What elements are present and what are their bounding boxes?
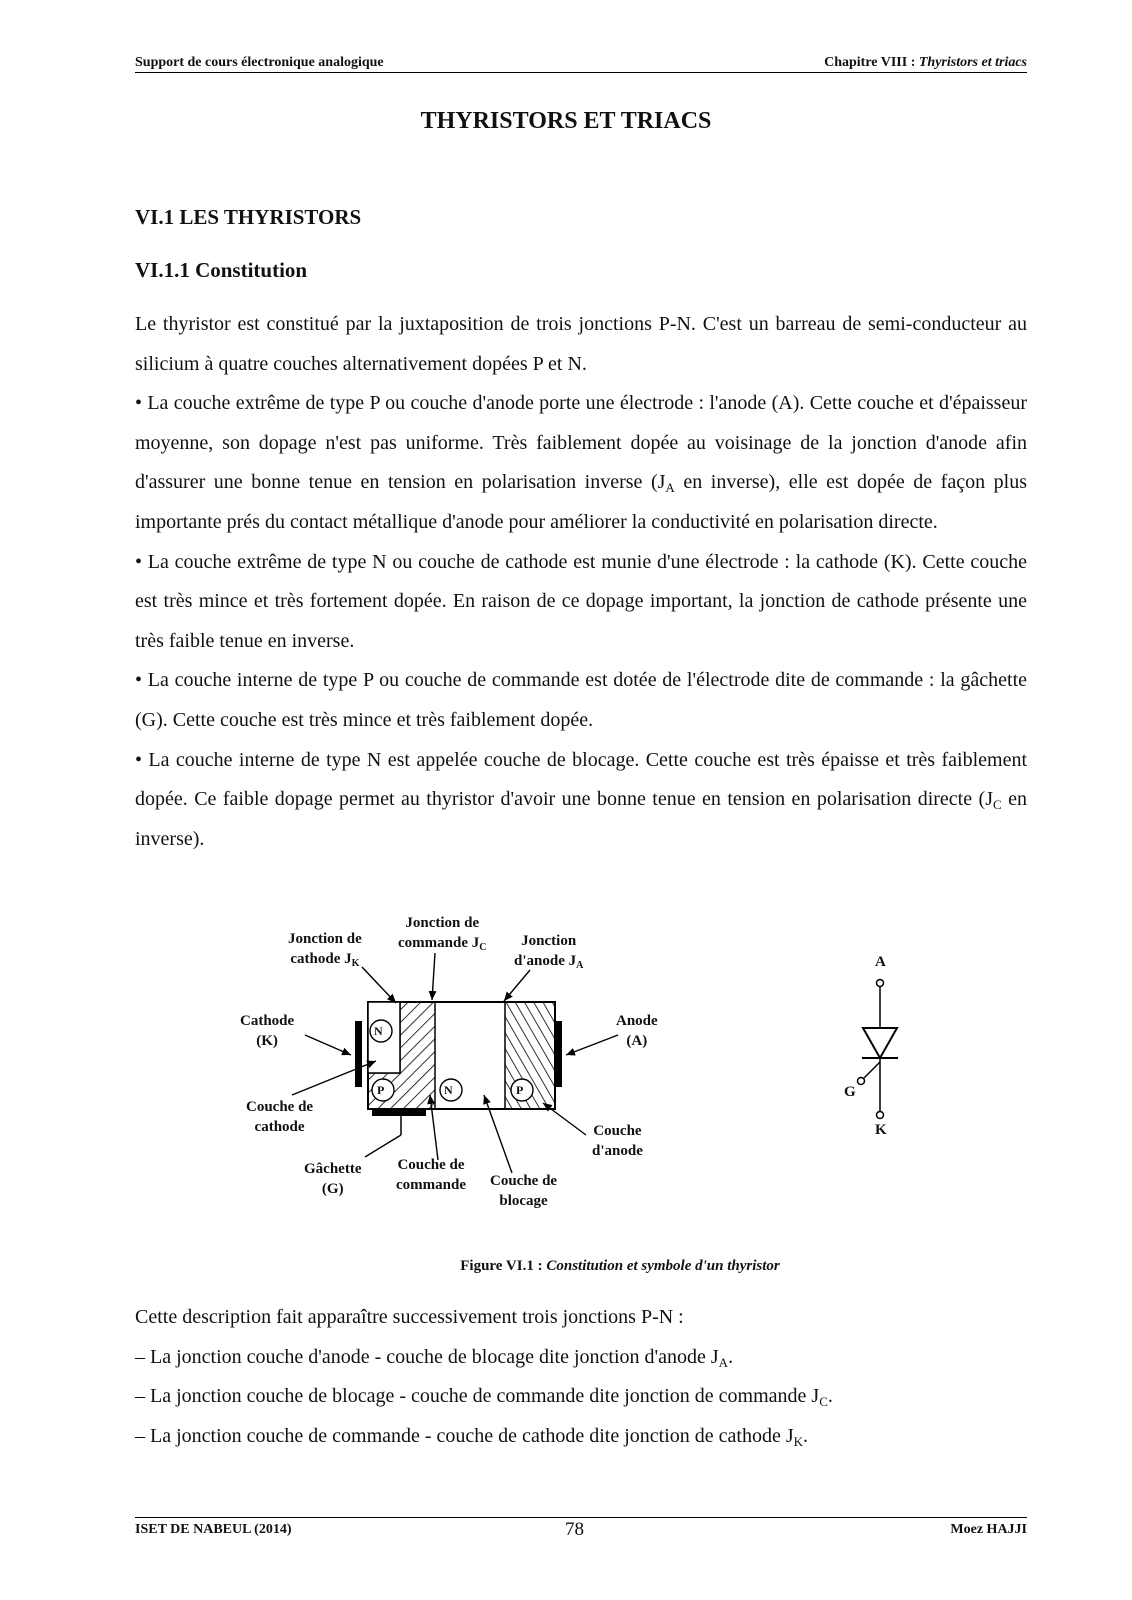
section-heading: VI.1 LES THYRISTORS (135, 205, 362, 229)
thyristor-symbol (840, 954, 920, 1160)
thyristor-constitution-diagram (230, 915, 850, 1220)
anode-electrode (555, 1021, 562, 1087)
body-text (135, 305, 1027, 859)
bullet-gate: • La couche interne de type P ou couche de commande est dotée de l'électrode dite de commande : la gâchette (G). Cette couche est très mince et très faiblement dopée. (135, 669, 1027, 731)
gate-electrode (372, 1109, 426, 1116)
layer-label-n1: N (374, 1024, 383, 1038)
label-cathode: Cathode (K) (240, 1013, 295, 1049)
footer-institution: ISET DE NABEUL (2014) (135, 1522, 292, 1537)
page-title: THYRISTORS ET TRIACS (420, 108, 712, 134)
figure-caption (0, 1258, 1132, 1275)
page-header (135, 54, 1027, 73)
bullet-anode: • La couche extrême de type P ou couche d'anode porte une électrode : l'anode (A). Cette couche et d'épaisseur moyenne, son dopage n'est pas uniforme. Très faiblement dopée au voisinage de la jonction d'anode afin d'assurer une bonne tenue en tension en polarisation inverse ($J_A$ en inverse), elle est dopée de façon plus importante prés du contact métallique d'anode pour améliorer la conductivité en polarisation directe. (135, 392, 1027, 533)
label-cathode-layer: Couche de cathode (246, 1099, 314, 1135)
header-chapter-number: Chapitre VIII : (824, 55, 919, 70)
subsection-heading: VI.1.1 Constitution (135, 258, 308, 282)
header-chapter (824, 55, 1027, 71)
footer-author: Moez HAJJI (950, 1522, 1027, 1537)
symbol-label-a: A (875, 954, 886, 970)
header-course: Support de cours électronique analogique (135, 55, 384, 70)
label-command-layer: Couche de commande (396, 1157, 466, 1193)
label-command-junction: Jonction de commande $J_C$ (398, 915, 487, 953)
label-blocking-layer: Couche de blocage (490, 1173, 558, 1209)
header-chapter-title: Thyristors et triacs (918, 55, 1027, 70)
intro-paragraph: Le thyristor est constitué par la juxtaposition de trois jonctions P-N. C'est un barreau de semi-conducteur au silicium à quatre couches alternativement dopées P et N. (135, 313, 1027, 375)
junction-item-command: – La jonction couche de blocage - couche de commande dite jonction de commande $J_C$. (135, 1385, 833, 1410)
label-gate: Gâchette (G) (304, 1161, 362, 1197)
layer-label-p2: P (516, 1083, 524, 1097)
junctions-intro: Cette description fait apparaître successivement trois jonctions P-N : (135, 1306, 684, 1328)
bullet-cathode: • La couche extrême de type N ou couche de cathode est munie d'une électrode : la cathode (K). Cette couche est très mince et très fortement dopée. En raison de ce dopage important, la jonction de cathode présente une très faible tenue en inverse. (135, 550, 1027, 652)
label-cathode-junction: Jonction de cathode $J_K$ (288, 931, 362, 969)
symbol-label-k: K (875, 1122, 887, 1138)
page-footer (135, 1517, 1027, 1548)
layer-label-p1: P (377, 1083, 385, 1097)
label-anode-junction: Jonction d'anode $J_A$ (514, 933, 584, 971)
bullet-blocking: • La couche interne de type N est appelée couche de blocage. Cette couche est très épaisse et très faiblement dopée. Ce faible dopage permet au thyristor d'avoir une bonne tenue en tension en polarisation directe ($J_C$ en inverse). (135, 748, 1027, 850)
label-anode-layer: Couche d'anode (592, 1123, 643, 1159)
junctions-text (135, 1298, 1027, 1456)
caption-title: Constitution et symbole d'un thyristor (546, 1258, 780, 1274)
cathode-electrode (355, 1021, 362, 1087)
junction-item-cathode: – La jonction couche de commande - couche de cathode dite jonction de cathode $J_K$. (135, 1424, 809, 1449)
junction-item-anode: – La jonction couche d'anode - couche de blocage dite jonction d'anode $J_A$. (135, 1345, 734, 1370)
caption-label: Figure VI.1 : (460, 1258, 547, 1274)
label-anode: Anode (A) (616, 1013, 658, 1049)
symbol-label-g: G (844, 1084, 856, 1100)
layer-label-n2: N (444, 1083, 453, 1097)
page-number: 78 (565, 1519, 584, 1540)
